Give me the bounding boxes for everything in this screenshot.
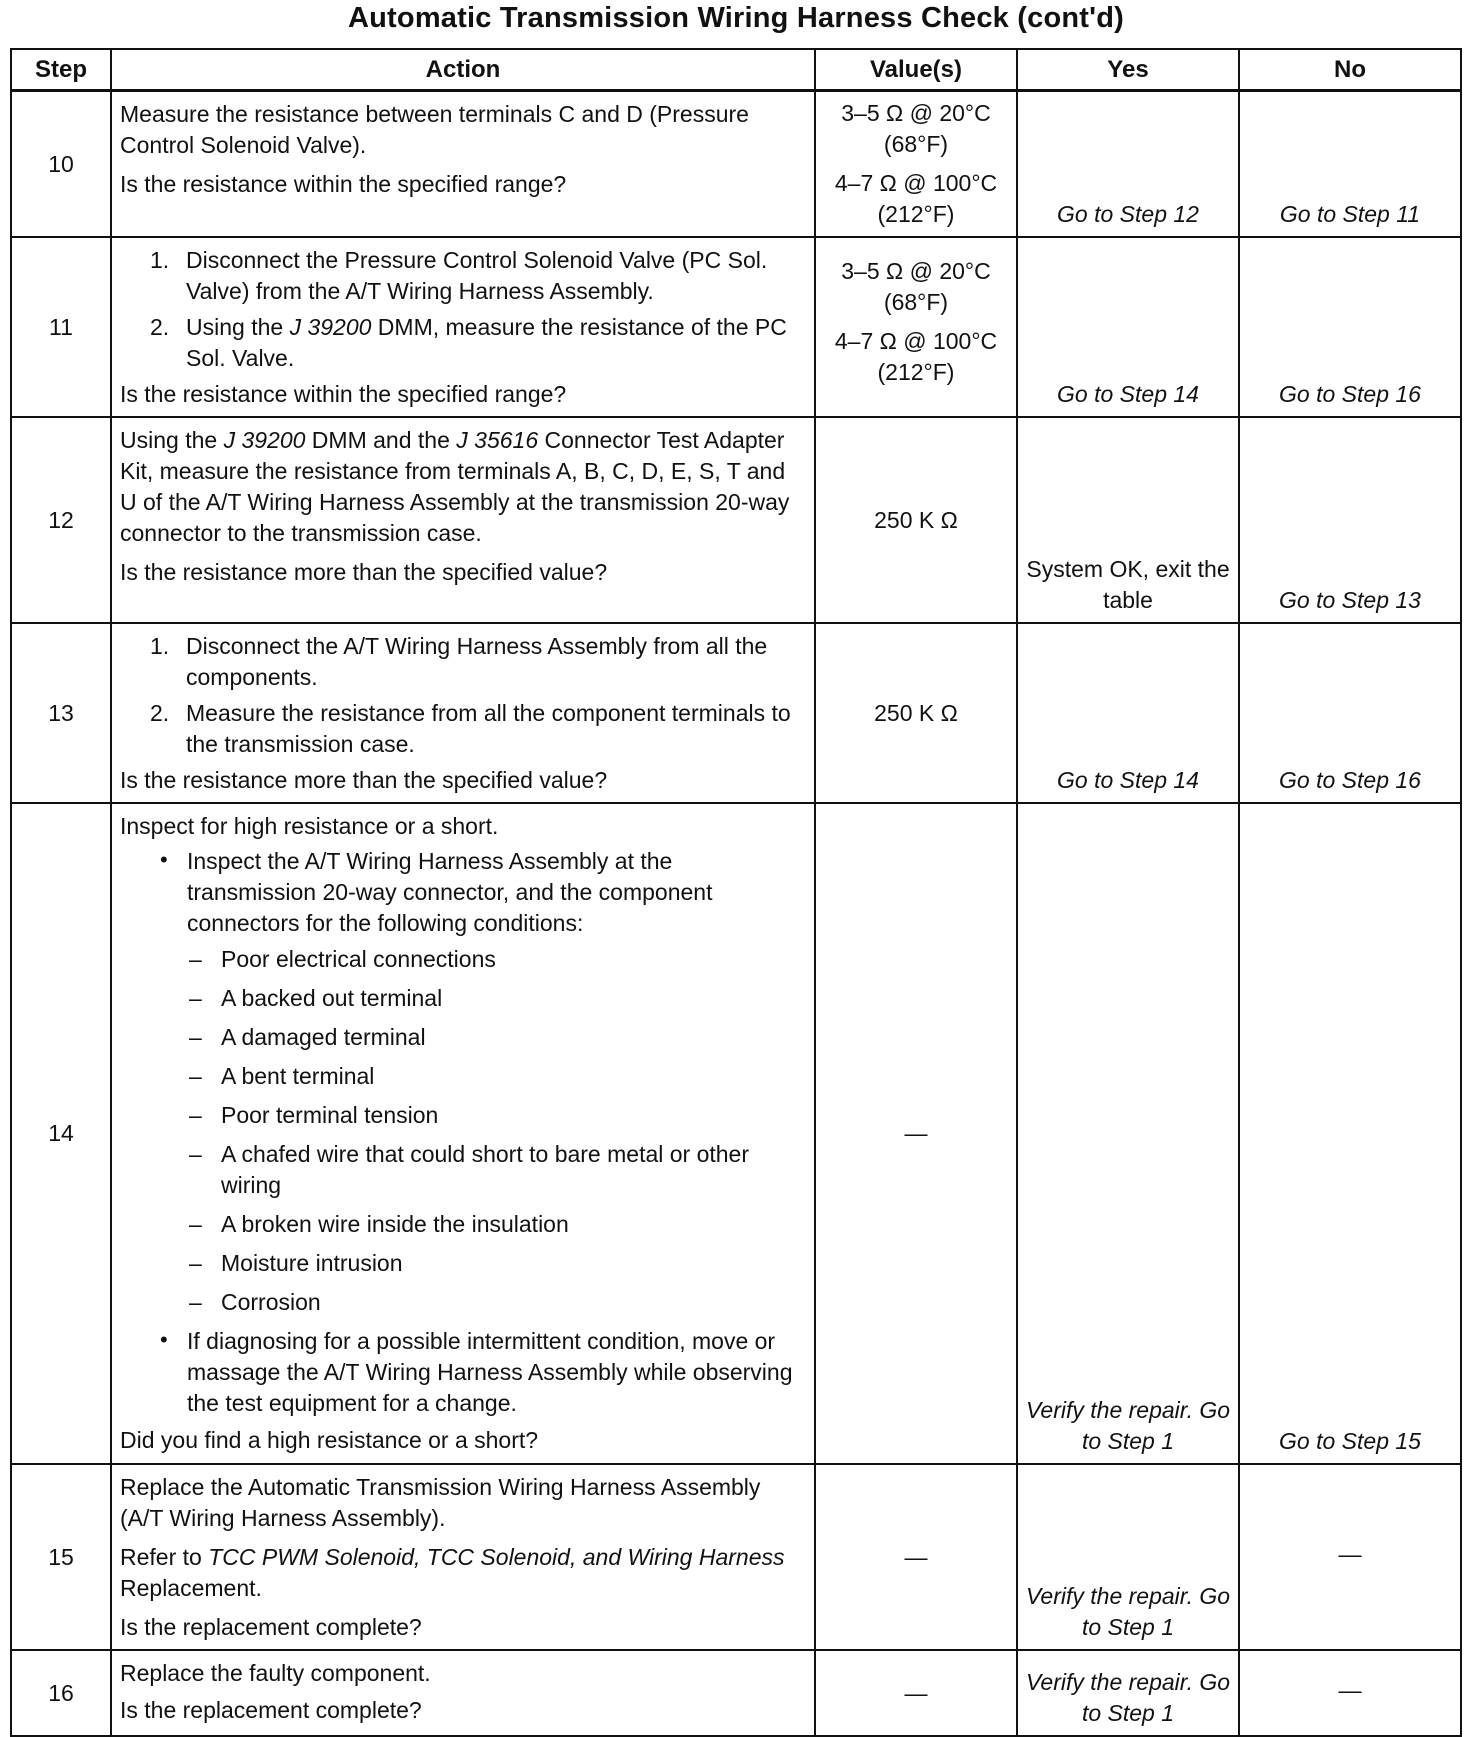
list-item [187, 1100, 806, 1131]
item-text: Disconnect the Pressure Control Solenoid Valve (PC Sol. Valve) from the A/T Wiring Harness Assembly. [186, 247, 768, 304]
header-yes: Yes [1017, 49, 1239, 91]
value-range-20c: 3–5 Ω @ 20°C (68°F) [841, 258, 991, 315]
dash-mark: – [189, 1211, 202, 1237]
table-row-step-10 [11, 91, 1461, 238]
action-cell [111, 623, 815, 803]
item-text: Poor electrical connections [221, 946, 496, 972]
item-text: Moisture intrusion [221, 1250, 403, 1276]
list-item [187, 1061, 806, 1092]
item-number: 1. [150, 247, 170, 273]
dash-mark: – [189, 1063, 202, 1089]
list-item [187, 1022, 806, 1053]
value-cell [815, 91, 1017, 238]
action-question: Is the resistance more than the specified value? [120, 767, 608, 793]
value-cell: — [815, 1650, 1017, 1736]
reference-pre: Refer to [120, 1544, 209, 1570]
item-text: Measure the resistance from all the component terminals to the transmission case. [186, 700, 791, 757]
value-range-20c: 3–5 Ω @ 20°C (68°F) [841, 100, 991, 157]
action-question: Is the resistance within the specified range? [120, 171, 567, 197]
value-cell: 250 K Ω [815, 417, 1017, 623]
item-text: A backed out terminal [221, 985, 443, 1011]
bullet-mark: • [160, 847, 168, 872]
action-question: Did you find a high resistance or a short? [120, 1427, 539, 1453]
header-values: Value(s) [815, 49, 1017, 91]
item-text: A damaged terminal [221, 1024, 426, 1050]
list-item [187, 1139, 806, 1201]
bullet-mark: • [160, 1327, 168, 1352]
action-text-post: Connector Test Adapter Kit, measure the resistance from terminals A, B, C, D, E, S, T and U of the A/T Wiring Harness Assembly at the transmission 20-way connector to the transmission case. [120, 427, 790, 546]
item-text-post: DMM, measure the resistance of the PC Sol. Valve. [186, 314, 787, 371]
item-number: 2. [150, 314, 170, 340]
step-number: 15 [11, 1464, 111, 1650]
yes-result: Go to Step 12 [1017, 91, 1239, 238]
item-text: Inspect the A/T Wiring Harness Assembly at the transmission 20-way connector, and the component connectors for the following conditions: [187, 848, 713, 936]
header-step: Step [11, 49, 111, 91]
table-row-step-14 [11, 803, 1461, 1464]
action-question: Is the resistance within the specified range? [120, 381, 567, 407]
step-number: 12 [11, 417, 111, 623]
dash-mark: – [189, 985, 202, 1011]
list-item [120, 1326, 806, 1419]
header-no: No [1239, 49, 1461, 91]
item-text: A broken wire inside the insulation [221, 1211, 569, 1237]
step-number: 10 [11, 91, 111, 238]
list-item [187, 1287, 806, 1318]
item-text: A chafed wire that could short to bare metal or other wiring [221, 1141, 750, 1198]
yes-result: Go to Step 14 [1017, 237, 1239, 417]
action-cell [111, 1650, 815, 1736]
value-cell: — [815, 803, 1017, 1464]
dash-mark: – [189, 1102, 202, 1128]
value-cell: 250 K Ω [815, 623, 1017, 803]
item-text-pre: Using the [186, 314, 290, 340]
bullet-list [120, 846, 806, 1419]
list-item [120, 312, 806, 374]
action-text: Measure the resistance between terminals C and D (Pressure Control Solenoid Valve). [120, 101, 749, 158]
item-text: Poor terminal tension [221, 1102, 439, 1128]
value-cell: — [815, 1464, 1017, 1650]
dash-mark: – [189, 1250, 202, 1276]
tool-number: J 39200 [289, 314, 372, 340]
step-number: 14 [11, 803, 111, 1464]
yes-result: Verify the repair. Go to Step 1 [1017, 1650, 1239, 1736]
action-text: Replace the Automatic Transmission Wiring Harness Assembly (A/T Wiring Harness Assembly). [120, 1474, 761, 1531]
diagnostic-table [10, 48, 1462, 1737]
list-item [120, 245, 806, 307]
action-text: Inspect for high resistance or a short. [120, 813, 499, 839]
yes-result: Go to Step 14 [1017, 623, 1239, 803]
table-row-step-15 [11, 1464, 1461, 1650]
page-title: Automatic Transmission Wiring Harness Check (cont'd) [347, 2, 1124, 34]
dash-mark: – [189, 1141, 202, 1167]
action-cell [111, 91, 815, 238]
action-text-mid: DMM and the [305, 427, 457, 453]
list-item [187, 1248, 806, 1279]
dash-mark: – [189, 1024, 202, 1050]
action-cell [111, 237, 815, 417]
item-text: Corrosion [221, 1289, 321, 1315]
yes-result: Verify the repair. Go to Step 1 [1017, 1464, 1239, 1650]
action-reference [120, 1542, 806, 1604]
header-action: Action [111, 49, 815, 91]
action-question: Is the replacement complete? [120, 1697, 422, 1723]
dash-mark: – [189, 946, 202, 972]
value-range-100c: 4–7 Ω @ 100°C (212°F) [834, 328, 998, 385]
action-cell [111, 803, 815, 1464]
reference-post: Replacement. [120, 1575, 262, 1601]
no-result: Go to Step 16 [1239, 623, 1461, 803]
table-row-step-13 [11, 623, 1461, 803]
list-item [120, 698, 806, 760]
list-item [120, 631, 806, 693]
no-result: Go to Step 15 [1239, 803, 1461, 1464]
numbered-list [120, 245, 806, 374]
reference-title: TCC PWM Solenoid, TCC Solenoid, and Wiring Harness [208, 1544, 785, 1570]
numbered-list [120, 631, 806, 760]
action-text: Replace the faulty component. [120, 1660, 431, 1686]
table-row-step-16 [11, 1650, 1461, 1736]
step-number: 16 [11, 1650, 111, 1736]
step-number: 13 [11, 623, 111, 803]
no-result: — [1239, 1464, 1461, 1650]
table-row-step-11 [11, 237, 1461, 417]
tool-number: J 39200 [223, 427, 306, 453]
list-item [187, 983, 806, 1014]
step-number: 11 [11, 237, 111, 417]
no-result: — [1239, 1650, 1461, 1736]
action-cell [111, 417, 815, 623]
action-text [120, 425, 806, 549]
table-row-step-12 [11, 417, 1461, 623]
item-text: If diagnosing for a possible intermittent condition, move or massage the A/T Wiring Harness Assembly while observing the test equipment for a change. [187, 1328, 793, 1416]
yes-result: Verify the repair. Go to Step 1 [1017, 803, 1239, 1464]
dash-list [187, 944, 806, 1318]
no-result: Go to Step 16 [1239, 237, 1461, 417]
yes-result: System OK, exit the table [1017, 417, 1239, 623]
no-result: Go to Step 13 [1239, 417, 1461, 623]
item-number: 2. [150, 700, 170, 726]
item-number: 1. [150, 633, 170, 659]
dash-mark: – [189, 1289, 202, 1315]
list-item [187, 1209, 806, 1240]
table-header-row [11, 49, 1461, 91]
action-cell [111, 1464, 815, 1650]
action-question: Is the resistance more than the specified value? [120, 559, 608, 585]
list-item [120, 846, 806, 1318]
action-question: Is the replacement complete? [120, 1614, 422, 1640]
value-cell [815, 237, 1017, 417]
value-range-100c: 4–7 Ω @ 100°C (212°F) [834, 170, 998, 227]
action-text-pre: Using the [120, 427, 224, 453]
tool-number: J 35616 [456, 427, 539, 453]
item-text: A bent terminal [221, 1063, 375, 1089]
list-item [187, 944, 806, 975]
no-result: Go to Step 11 [1239, 91, 1461, 238]
item-text: Disconnect the A/T Wiring Harness Assembly from all the components. [186, 633, 768, 690]
